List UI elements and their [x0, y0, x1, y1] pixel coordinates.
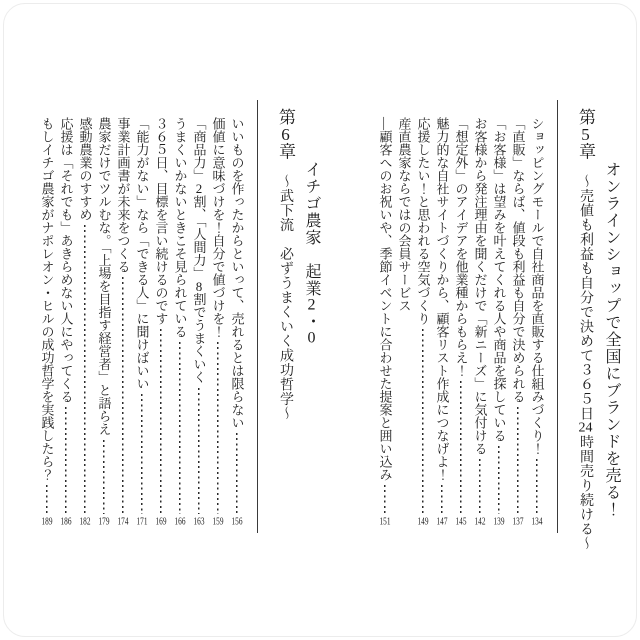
- dotted-leader: [152, 329, 171, 514]
- entry-title: 価値に意味づけを！自分で値づけを！: [210, 117, 226, 338]
- chapter-label-column: [572, 100, 598, 551]
- dotted-leader: [452, 381, 471, 514]
- entry-title: 「想定外」のアイデアを他業種からもらえ！: [453, 117, 469, 377]
- chapter-divider-rule: [257, 100, 259, 533]
- chapter-6-section: [38, 100, 325, 533]
- dotted-leader: [433, 485, 452, 514]
- toc-entry: [452, 100, 471, 533]
- toc-entry-line: [209, 100, 228, 533]
- entry-title: 「商品力」2割、「人間力」8割でうまくいく: [191, 117, 207, 384]
- toc-entry: [433, 100, 452, 533]
- toc-entry-line: [133, 100, 152, 533]
- entry-title: 応援したい！と思われる空気づくり: [415, 117, 431, 325]
- page-number: 134: [531, 517, 543, 527]
- toc-entry-line: [190, 100, 209, 533]
- entry-title: 魅力的な自社サイトづくりから、顧客リスト作成につなげよ！: [434, 117, 450, 481]
- page-number: 147: [436, 517, 448, 527]
- dotted-leader: [471, 459, 490, 514]
- dotted-leader: [414, 329, 433, 514]
- toc-entry-line: [38, 100, 57, 533]
- toc-entry-line: [509, 100, 528, 533]
- toc-entry: [38, 100, 57, 533]
- toc-entry: [95, 100, 114, 533]
- dotted-leader: [190, 388, 209, 515]
- page-number: 156: [231, 517, 243, 527]
- page-number: 151: [379, 517, 391, 527]
- toc-entry: [490, 100, 509, 533]
- page-number: 179: [98, 517, 110, 527]
- toc-entry: [57, 100, 76, 533]
- dotted-leader: [171, 342, 190, 514]
- toc-entry-line: [452, 100, 471, 533]
- toc-entry-line: [57, 100, 76, 533]
- toc-entry-line: [171, 100, 190, 533]
- entry-title: 応援は「それでも」あきらめない人にやってくる: [58, 117, 74, 403]
- entry-title: 事業計画書が未来をつくる: [115, 117, 131, 273]
- page-number: 145: [455, 517, 467, 527]
- toc-entry: [528, 100, 547, 533]
- toc-entry: [228, 100, 247, 533]
- toc-entry: [509, 100, 528, 533]
- chapter-subtitle: ～武下流 必ずうまくいく成功哲学～: [278, 174, 293, 421]
- dotted-leader: [509, 407, 528, 514]
- page-number: 182: [79, 517, 91, 527]
- chapter-label: 第6章: [276, 108, 295, 160]
- dotted-leader: [133, 394, 152, 514]
- toc-entry-line: [376, 100, 395, 533]
- toc-entry-first-line: [395, 100, 414, 533]
- dotted-leader: [76, 225, 95, 514]
- toc-entry-line: [490, 100, 509, 533]
- page-number: 142: [474, 517, 486, 527]
- dotted-leader: [95, 440, 114, 515]
- chapter-subtitle: ～売値も利益も自分で決めて３６５日24時間売り続ける～: [578, 174, 593, 551]
- toc-entry-line: [114, 100, 133, 533]
- page-number: 169: [155, 517, 167, 527]
- entry-title: お客様から発注理由を聞くだけで「新ニーズ」に気付ける: [472, 117, 488, 455]
- entry-title: 感動農業のすすめ: [77, 117, 93, 221]
- toc-entry: [471, 100, 490, 533]
- entry-title: 産直農家ならではの会員サービス: [396, 117, 412, 312]
- page-number: 137: [512, 517, 524, 527]
- chapter-label-column: [272, 100, 298, 533]
- page-number: 149: [417, 517, 429, 527]
- dotted-leader: [376, 485, 395, 514]
- toc-entry-line: [414, 100, 433, 533]
- toc-entry-line: [95, 100, 114, 533]
- entry-title: ３６５日、目標を言い続けるのです: [153, 117, 169, 325]
- page-number: 174: [117, 517, 129, 527]
- chapter-title: イチゴ農家 起業2・0: [303, 161, 320, 346]
- toc-entry-line: [228, 100, 247, 533]
- toc-entry-line: [433, 100, 452, 533]
- entry-title: ショッピングモールで自社商品を直販する仕組みづくり！: [529, 117, 545, 455]
- page-number: 139: [493, 517, 505, 527]
- toc-entries: [376, 100, 547, 533]
- dotted-leader: [114, 277, 133, 514]
- toc-entry: [376, 100, 414, 533]
- entry-title: 「直販」ならば、値段も利益も自分で決められる: [510, 117, 526, 403]
- page-number: 163: [193, 517, 205, 527]
- toc-entry-line: [76, 100, 95, 533]
- toc-entry-line: [528, 100, 547, 533]
- dotted-leader: [528, 459, 547, 514]
- toc-entry: [171, 100, 190, 533]
- chapter-5-section: [376, 100, 625, 551]
- entry-title: 「お客様」は望みを叶えてくれる人や商品を探している: [491, 117, 507, 442]
- dotted-leader: [209, 342, 228, 514]
- page-number: 171: [136, 517, 148, 527]
- dotted-leader: [228, 433, 247, 514]
- entry-title: 「能力がない」なら「できる人」に聞けばいい: [134, 117, 150, 390]
- dotted-leader: [57, 407, 76, 514]
- toc-entry: [414, 100, 433, 533]
- toc-entry: [133, 100, 152, 533]
- dotted-leader: [38, 485, 57, 514]
- toc-entry: [190, 100, 209, 533]
- toc-entry: [209, 100, 228, 533]
- toc-entry-line: [471, 100, 490, 533]
- entry-title: ―顧客へのお祝いや、季節イベントに合わせた提案と囲い込み: [377, 117, 393, 481]
- chapter-title: オンラインショップで全国にブランドを売る！: [603, 161, 620, 518]
- toc-entry: [152, 100, 171, 533]
- page-number: 186: [60, 517, 72, 527]
- entry-title: うまくいかないときこそ見られている: [172, 117, 188, 338]
- page-number: 159: [212, 517, 224, 527]
- toc-entry: [114, 100, 133, 533]
- entry-title: 農家だけでツルむな。「上場を目指す経営者」と語らえ: [96, 117, 112, 436]
- toc-entries: [38, 100, 247, 533]
- page-number: 189: [41, 517, 53, 527]
- page-number: 166: [174, 517, 186, 527]
- toc-entry: [76, 100, 95, 533]
- toc-entry-line: [152, 100, 171, 533]
- dotted-leader: [490, 446, 509, 514]
- entry-title: いいものを作ったからといって、売れるとは限らない: [229, 117, 245, 429]
- chapter-divider-rule: [557, 100, 559, 533]
- chapter-label: 第5章: [576, 108, 595, 160]
- entry-title: もしイチゴ農家がナポレオン・ヒルの成功哲学を実践したら？: [39, 117, 55, 481]
